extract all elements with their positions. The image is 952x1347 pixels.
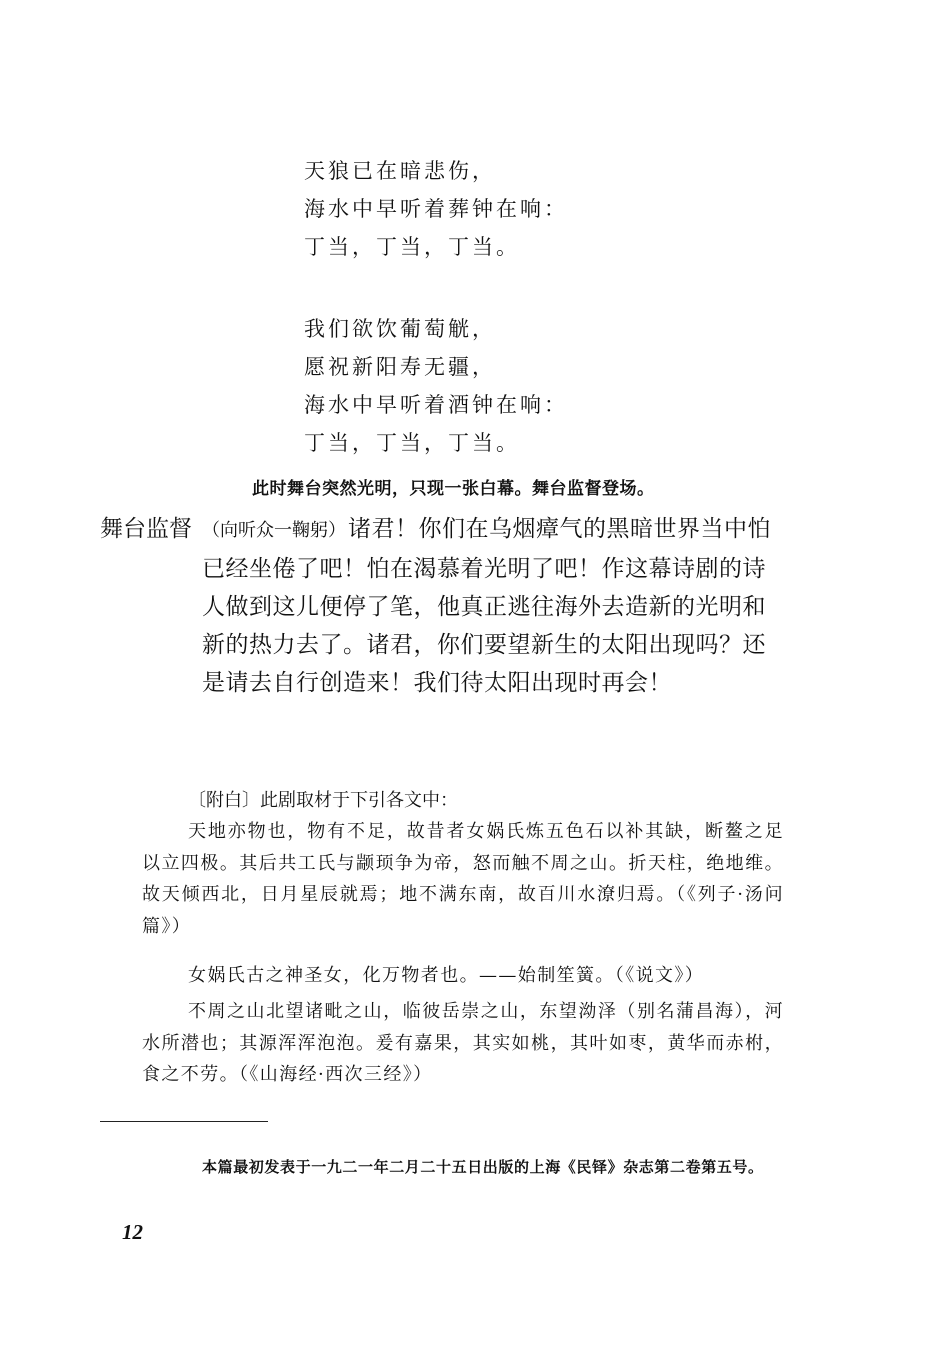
- speech-action: （向听众一鞠躬）: [202, 520, 346, 541]
- verse-line: 丁当，丁当，丁当。: [304, 235, 520, 259]
- verse-stanza-1: [304, 152, 568, 266]
- citation-paragraph: 天地亦物也，物有不足，故昔者女娲氏炼五色石以补其缺，断鳌之足以立四极。其后共工氏与颛顼争为帝，怒而触不周之山。折天柱，绝地维。故天倾西北，日月星辰就焉；地不满东南，故百川水潦归焉。（《列子·汤问篇》）: [142, 821, 784, 937]
- stage-direction: 此时舞台突然光明，只现一张白幕。舞台监督登场。: [252, 479, 655, 499]
- verse-line: 天狼已在暗悲伤，: [304, 159, 496, 183]
- footnote: 本篇最初发表于一九二一年二月二十五日出版的上海《民铎》杂志第二卷第五号。: [202, 1158, 764, 1176]
- speech-body: 诸君！你们在乌烟瘴气的黑暗世界当中怕已经坐倦了吧！怕在渴慕着光明了吧！作这幕诗剧的诗人做到这儿便停了笔，他真正逃往海外去造新的光明和新的热力去了。诸君，你们要望新生的太阳出现吗？还是请去自行创造来！我们待太阳出现时再会！: [202, 516, 771, 696]
- verse-line: 我们欲饮葡萄觥，: [304, 317, 496, 341]
- footnote-divider: [100, 1121, 268, 1122]
- verse-stanza-2: [304, 310, 568, 462]
- speaker-name: 舞台监督: [100, 516, 192, 542]
- speech-text: [202, 510, 784, 702]
- citation-paragraph: 女娲氏古之神圣女，化万物者也。——始制笙簧。（《说文》）: [188, 965, 705, 986]
- page-number: 12: [122, 1220, 143, 1244]
- verse-line: 丁当，丁当，丁当。: [304, 431, 520, 455]
- appendix-title: 〔附白〕此剧取材于下引各文中：: [188, 790, 458, 811]
- verse-line: 愿祝新阳寿无疆，: [304, 355, 496, 379]
- citation-paragraph: 不周之山北望诸毗之山，临彼岳崇之山，东望泑泽（别名蒲昌海），河水所潜也；其源浑浑泡泡。爰有嘉果，其实如桃，其叶如枣，黄华而赤柎，食之不劳。（《山海经·西次三经》）: [142, 1001, 784, 1085]
- verse-line: 海水中早听着葬钟在响：: [304, 197, 568, 221]
- verse-line: 海水中早听着酒钟在响：: [304, 393, 568, 417]
